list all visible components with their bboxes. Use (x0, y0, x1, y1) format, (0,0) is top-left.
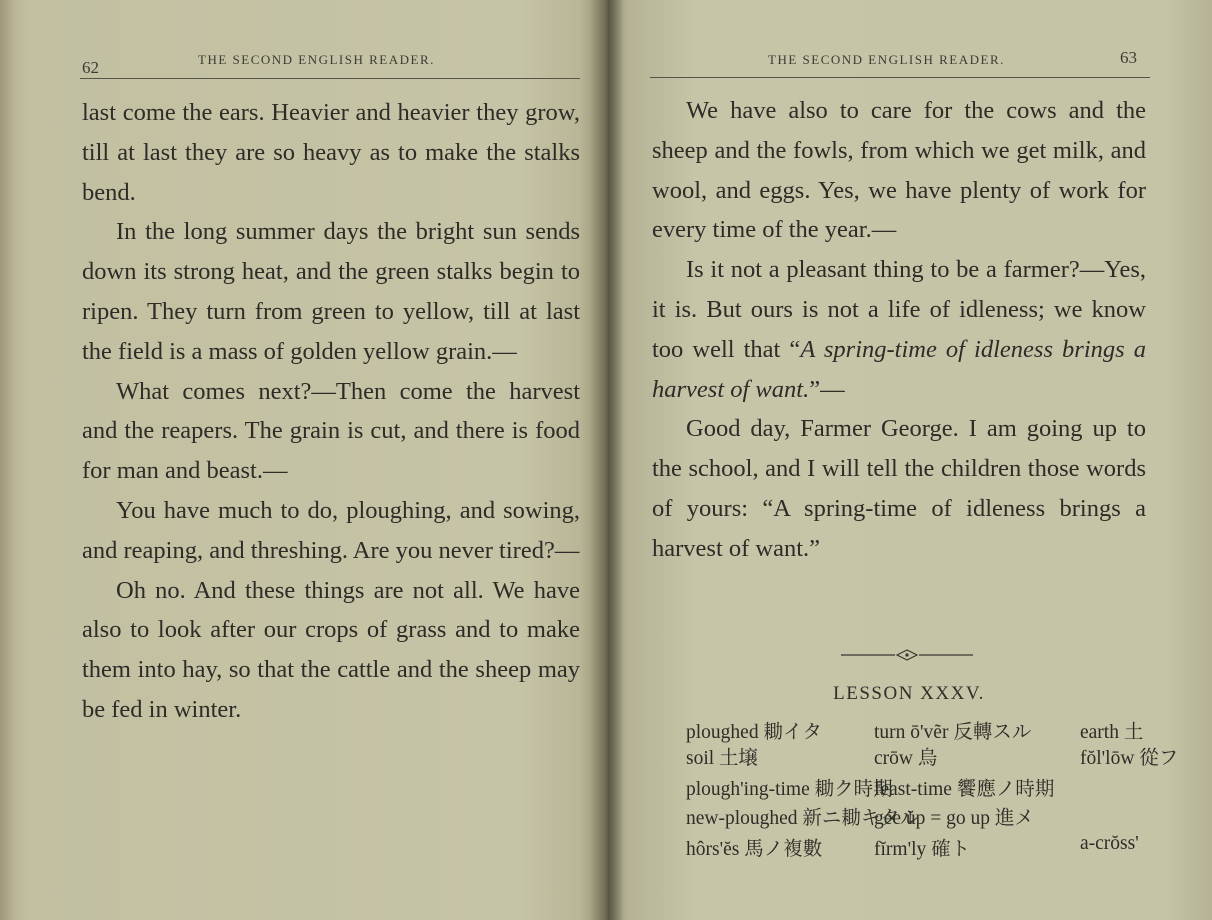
italic-quote: A spring-time of idleness brings a harvest of want. (652, 335, 1146, 403)
book-gutter (590, 0, 624, 920)
vocabulary-entry: earth 土 (1080, 722, 1144, 743)
text-run: Is it not a pleasant thing to be a farmer?—Yes, it is. But ours is not a life of idleness; we know too well that “ (652, 256, 1146, 363)
vocabulary-entry: fŏl'lōw 從フ (1080, 748, 1179, 769)
paragraph: What comes next?—Then come the harvest and the reapers. The grain is cut, and there is food for man and beast.— (82, 377, 580, 485)
vocabulary-entry: turn ō'vẽr 反轉スル (874, 722, 1032, 743)
left-body-text (82, 93, 580, 730)
vocabulary-entry: crōw 烏 (874, 748, 938, 769)
vocabulary-entry: fĭrm'ly 確ト (874, 839, 971, 860)
vocabulary-entry: a-crŏss' (1080, 833, 1139, 854)
paragraph: Good day, Farmer George. I am going up to the school, and I will tell the children those words of yours: “A spring-time of idleness brings a harvest of want.” (652, 415, 1146, 562)
vocabulary-entry: ploughed 耡イタ (686, 722, 822, 743)
text-run: ”— (809, 375, 845, 403)
paragraph: last come the ears. Heavier and heavier they grow, till at last they are so heavy as to make the stalks bend. (82, 99, 580, 206)
paragraph: Oh no. And these things are not all. We have also to look after our crops of grass and to make them into hay, so that the cattle and the sheep may be fed in winter. (82, 576, 580, 723)
header-rule (80, 78, 580, 79)
running-head: THE SECOND ENGLISH READER. (768, 52, 1005, 67)
page-number: 62 (82, 58, 99, 77)
page-number: 63 (1120, 48, 1137, 67)
ornament-divider (841, 647, 973, 663)
vocabulary-entry: gee ŭp = go up 進メ (874, 808, 1034, 829)
paragraph: In the long summer days the bright sun sends down its strong heat, and the green stalks begin to ripen. They turn from green to yellow, till at last the field is a mass of golden yellow grain.— (82, 218, 580, 365)
vocabulary-entry: feast-time 饗應ノ時期 (874, 779, 1055, 800)
page-edge (0, 0, 14, 920)
paragraph: We have also to care for the cows and the sheep and the fowls, from which we get milk, and wool, and eggs. Yes, we have plenty of work for every time of the year.— (652, 97, 1146, 244)
vocabulary-entry: new-ploughed 新ニ耡キタル (686, 808, 920, 829)
header-rule (650, 77, 1150, 78)
vocabulary-entry: plough'ing-time 耡ク時期 (686, 779, 893, 800)
paragraph: You have much to do, ploughing, and sowing, and reaping, and threshing. Are you never tired?— (82, 496, 580, 564)
running-head: THE SECOND ENGLISH READER. (198, 52, 435, 67)
right-body-text (652, 91, 1146, 569)
vocabulary-entry: soil 土壌 (686, 748, 759, 769)
vocabulary-entry: hôrs'ĕs 馬ノ複數 (686, 839, 823, 860)
lesson-title: LESSON XXXV. (833, 683, 985, 704)
paragraph-with-quote (652, 250, 1146, 409)
